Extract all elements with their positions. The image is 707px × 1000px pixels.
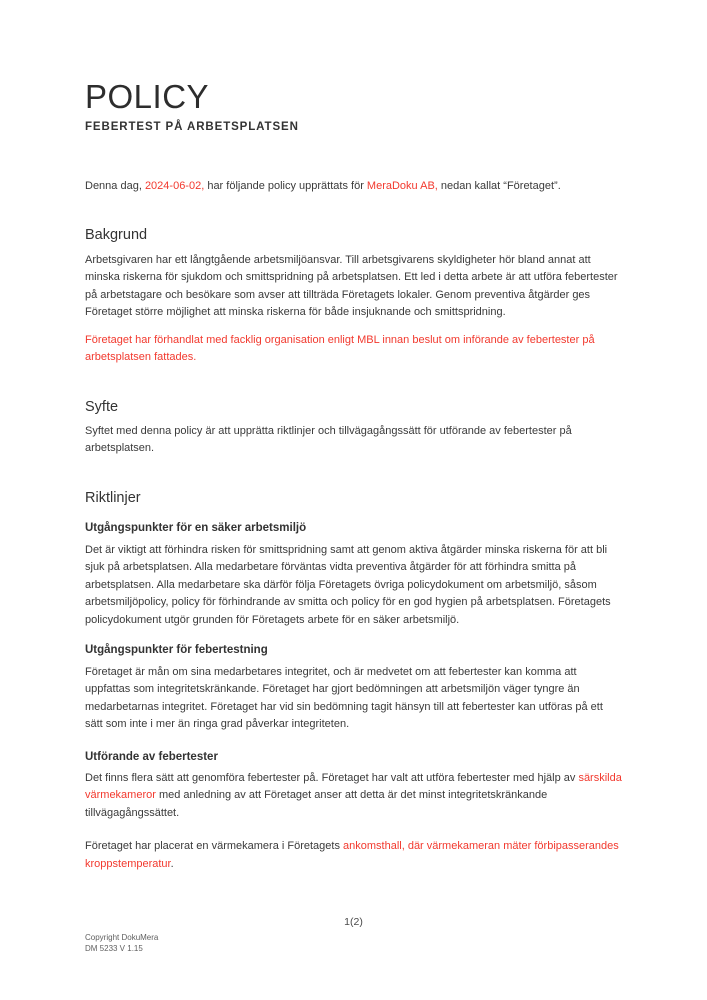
- text-segment: Denna dag,: [85, 179, 145, 192]
- saker-arbetsmiljo-paragraph: Det är viktigt att förhindra risken för smittspridning samt att genom aktiva åtgärder minska riskerna för att bli sjuk på arbetsplatsen. Alla medarbetare förväntas vidta preventiva åtgärder för att förhindra smitta på arbetsplatsen. Alla medarbetare ska därför följa Företagets övriga policydokument om arbetsmiljö, såsom arbetsmiljöpolicy, policy för förhindrande av smitta och policy för en god hygien på arbetsplatsen. Företagets policydokument utgör grunden för Företagets arbete för en säker arbetsmiljö.: [85, 543, 611, 626]
- text-segment: har följande policy upprättats för: [204, 179, 367, 192]
- section-bakgrund: [85, 227, 622, 366]
- text-segment: Företaget har placerat en värmekamera i Företagets: [85, 840, 344, 853]
- intro-paragraph: [85, 178, 622, 196]
- heading-syfte: Syfte: [85, 398, 119, 415]
- document-subtitle: FEBERTEST PÅ ARBETSPLATSEN: [85, 120, 299, 133]
- heading-riktlinjer: Riktlinjer: [85, 489, 141, 506]
- footer-copyright: [85, 932, 158, 954]
- section-riktlinjer: [85, 490, 622, 874]
- document-id-line: DM 5233 V 1.15: [85, 944, 143, 953]
- heading-bakgrund: Bakgrund: [85, 227, 148, 244]
- highlighted-red-text: Företaget har förhandlat med facklig organisation enligt MBL innan beslut om införande av febertester på arbetsplatsen fattades.: [85, 333, 595, 364]
- varmekamera-paragraph: [85, 838, 622, 873]
- febertestning-paragraph: Företaget är mån om sina medarbetares integritet, och är medvetet om att febertester kan komma att uppfattas som integritetskränkande. Företaget har gjort bedömningen att arbetsmiljön väger tyngre än medarbetarnas integritet. Företaget har vid sin bedömning tagit hänsyn till att febertester kan utföras på ett sätt som inte i mer än ringa grad påverkar integriteten.: [85, 665, 603, 731]
- syfte-paragraph: Syftet med denna policy är att upprätta riktlinjer och tillvägagångssätt för utförande av febertester på arbetsplatsen.: [85, 424, 572, 455]
- highlighted-red-text: särskilda värmekameror: [85, 771, 622, 802]
- bakgrund-paragraph: Arbetsgivaren har ett långtgående arbetsmiljöansvar. Till arbetsgivarens skyldigheter hör bland annat att minska riskerna för sjukdom och smittspridning på arbetsplatsen. Ett led i detta arbete är att utföra febertester på arbetstagare och besökare som avser att tillträda Företagets lokaler. Genom preventiva åtgärder ges Företaget större möjlighet att minska riskerna för både insjuknande och smittspridning.: [85, 253, 618, 319]
- subheading-febertestning: Utgångspunkter för febertestning: [85, 644, 268, 657]
- text-segment: .: [170, 857, 174, 870]
- highlighted-red-text: 2024-06-02,: [144, 179, 205, 192]
- text-segment: Det finns flera sätt att genomföra febertester på. Företaget har valt att utföra febertester med hjälp av: [85, 771, 579, 784]
- text-segment: med anledning av att Företaget anser att detta är det minst integritetskränkande tillvägagångssättet.: [85, 789, 548, 819]
- subheading-saker-arbetsmiljo: Utgångspunkter för en säker arbetsmiljö: [85, 522, 307, 535]
- copyright-line: Copyright DokuMera: [85, 933, 159, 942]
- page-number: 1(2): [344, 916, 363, 928]
- highlighted-red-text: MeraDoku AB,: [366, 179, 438, 192]
- subheading-utforande: Utförande av febertester: [85, 750, 218, 763]
- document-title: POLICY: [85, 78, 210, 115]
- text-segment: nedan kallat “Företaget”.: [437, 179, 561, 192]
- section-syfte: [85, 399, 622, 458]
- bakgrund-red-paragraph: [85, 332, 622, 367]
- utforande-paragraph: [85, 770, 622, 823]
- highlighted-red-text: ankomsthall, där värmekameran mäter förbipasserandes kroppstemperatur: [85, 840, 619, 870]
